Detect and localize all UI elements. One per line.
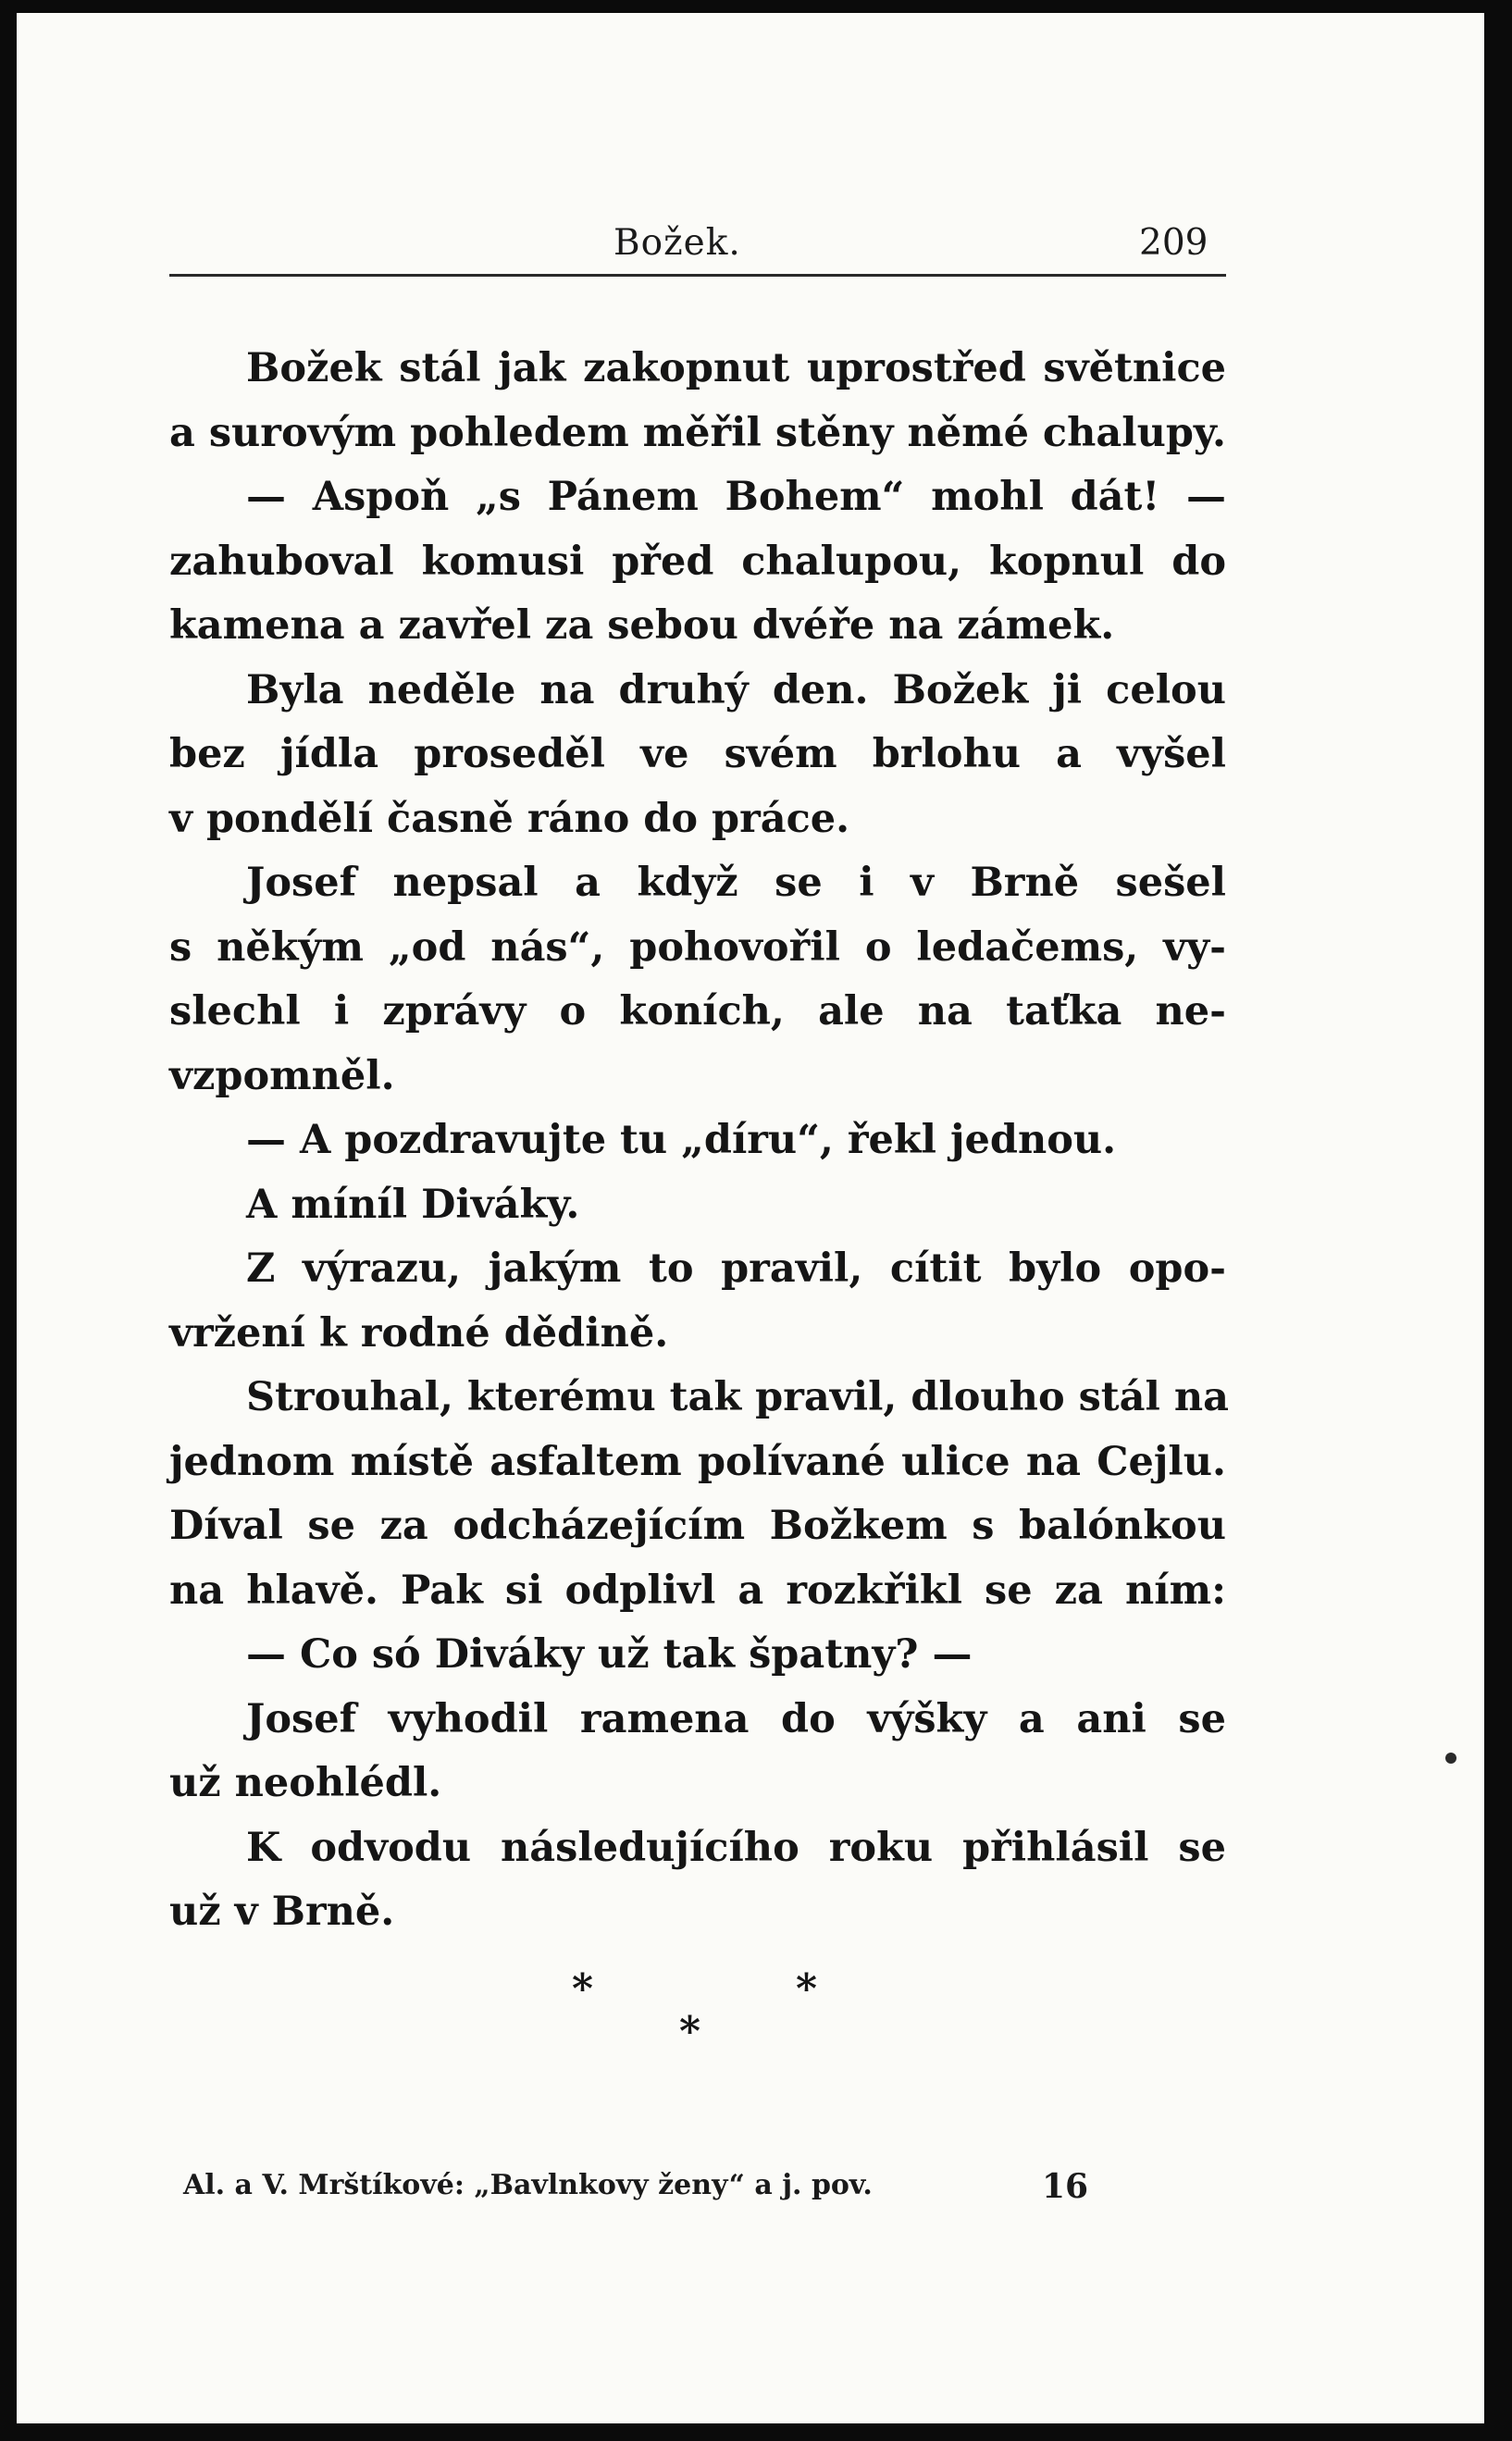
text-line: A míníl Diváky.: [246, 1181, 580, 1228]
text-line: už neohlédl.: [169, 1760, 442, 1806]
text-line: slechl i zprávy o koních, ale na taťka ne-: [169, 988, 1226, 1035]
text-line: Z výrazu, jakým to pravil, cítit bylo opo-: [246, 1245, 1226, 1292]
section-separator: [17, 1965, 1484, 2067]
text-line: bez jídla proseděl ve svém brlohu a vyšel: [169, 731, 1226, 777]
page-header: [17, 222, 1484, 278]
text-line: na hlavě. Pak si odplivl a rozkřikl se za ním:: [169, 1567, 1226, 1614]
text-line: už v Brně.: [169, 1889, 395, 1935]
text-line: K odvodu následujícího roku přihlásil se: [246, 1824, 1226, 1871]
text-line: jednom místě asfaltem polívané ulice na Cejlu.: [169, 1438, 1226, 1485]
text-line: Josef nepsal a když se i v Brně sešel: [246, 860, 1226, 906]
separator-asterisk-right: *: [796, 1965, 818, 2013]
separator-asterisk-bottom: *: [679, 2008, 701, 2055]
text-line: vržení k rodné dědině.: [169, 1309, 669, 1357]
book-page: [17, 13, 1484, 2423]
text-line: — A pozdravujte tu „díru“, řekl jednou.: [246, 1117, 1117, 1163]
paper-speck: [1445, 1753, 1456, 1764]
header-rule: [169, 274, 1226, 277]
text-line: Božek stál jak zakopnut uprostřed světnice: [246, 345, 1226, 391]
text-line: v pondělí časně ráno do práce.: [169, 795, 850, 842]
body-text: [169, 337, 1229, 1945]
text-line: Díval se za odcházejícím Božkem s balónkou: [169, 1503, 1226, 1549]
running-title: Božek.: [613, 222, 741, 264]
text-line: a surovým pohledem měřil stěny němé chalupy.: [169, 409, 1226, 456]
text-line: Strouhal, kterému tak pravil, dlouho stál na: [246, 1374, 1229, 1420]
text-line: Josef vyhodil ramena do výšky a ani se: [246, 1695, 1226, 1742]
text-line: zahuboval komusi před chalupou, kopnul do: [169, 538, 1226, 585]
text-line: kamena a zavřel za sebou dvéře na zámek.: [169, 602, 1115, 649]
text-line: Byla neděle na druhý den. Božek ji celou: [246, 666, 1226, 713]
text-line: — Co só Diváky už tak špatny? —: [246, 1631, 973, 1678]
text-line: vzpomněl.: [169, 1052, 395, 1099]
separator-asterisk-left: *: [572, 1965, 594, 2013]
text-line: — Aspoň „s Pánem Bohem“ mohl dát! —: [246, 474, 1226, 520]
text-line: s někým „od nás“, pohovořil o ledačems, vy-: [169, 923, 1226, 971]
page-number: 209: [1139, 222, 1208, 264]
footer-signature: Al. a V. Mrštíkové: „Bavlnkovy ženy“ a j. pov.: [183, 2169, 873, 2201]
footer-signature-mark: 16: [1042, 2167, 1089, 2206]
